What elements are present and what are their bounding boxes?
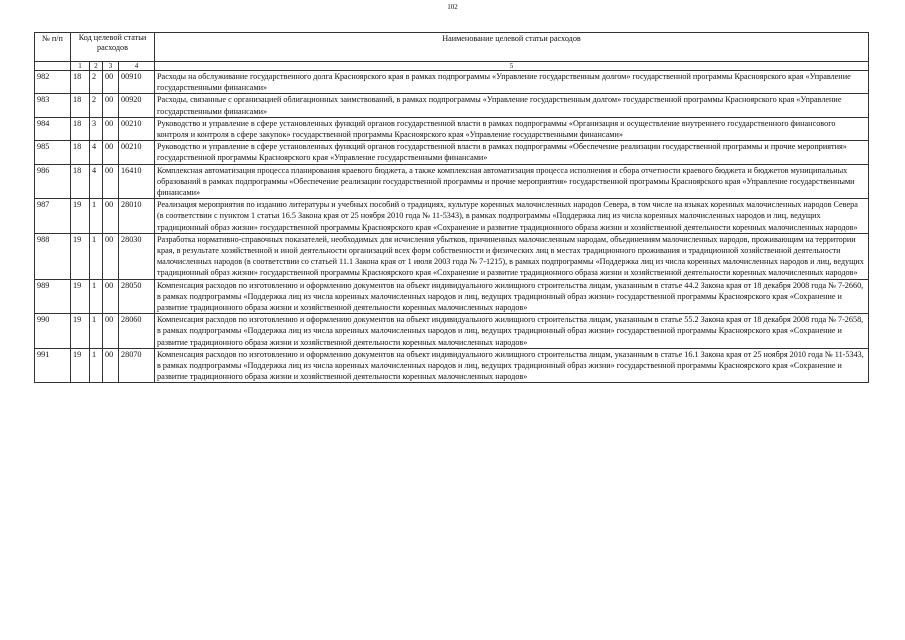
code-part-1: 18 [71,164,90,199]
code-part-3: 00 [103,117,119,140]
code-part-4: 00210 [119,141,155,164]
code-part-2: 1 [90,199,103,234]
row-number: 989 [35,279,71,314]
code-part-2: 3 [90,117,103,140]
code-part-1: 19 [71,279,90,314]
code-part-3: 00 [103,348,119,383]
row-number: 986 [35,164,71,199]
column-index: 2 [90,62,103,71]
code-part-4: 28060 [119,314,155,349]
table-row [35,94,869,117]
code-part-1: 18 [71,141,90,164]
table-row [35,279,869,314]
expense-name: Компенсация расходов по изготовлению и оформлению документов на объект индивидуального жилищного строительства лицам, указанным в статье 55.2 Закона края от 18 декабря 2008 года № 7-2658, в рамках подпрограммы «Поддержка лиц из числа коренных малочисленных народов и лиц, ведущих традиционный образ жизни» государственной программы Красноярского края «Сохранение и развитие традиционного образа жизни и хозяйственной деятельности коренных малочисленных народов» [155,314,869,349]
row-number: 990 [35,314,71,349]
expense-name: Компенсация расходов по изготовлению и оформлению документов на объект индивидуального жилищного строительства лицам, указанным в статье 16.1 Закона края от 25 ноября 2010 года № 11-5343, в рамках подпрограммы «Поддержка лиц из числа коренных малочисленных народов и лиц, ведущих традиционный образ жизни» государственной программы Красноярского края «Сохранение и развитие традиционного образа жизни и хозяйственной деятельности коренных малочисленных народов» [155,348,869,383]
code-part-3: 00 [103,94,119,117]
code-part-1: 18 [71,94,90,117]
table-row [35,141,869,164]
code-part-2: 1 [90,314,103,349]
expense-name: Разработка нормативно-справочных показателей, необходимых для исчисления убытков, причиненных малочисленным народам, объединениям малочисленных народов, проживающим на территории края, в результате хозяйственной и иной деятельности организаций всех форм собственности и физических лиц в местах традиционного проживания и традиционной хозяйственной деятельности малочисленных народов (в соответствии со статьей 11.1 Закона края от 1 июля 2003 года № 7-1215), в рамках подпрограммы «Поддержка лиц из числа коренных малочисленных народов и лиц, ведущих традиционный образ жизни» государственной программы Красноярского края «Сохранение и развитие традиционного образа жизни и хозяйственной деятельности коренных малочисленных народов» [155,233,869,279]
header-number: № п/п [35,33,71,62]
row-number: 987 [35,199,71,234]
row-number: 985 [35,141,71,164]
code-part-4: 28030 [119,233,155,279]
code-part-4: 16410 [119,164,155,199]
header-row [35,33,869,62]
code-part-3: 00 [103,164,119,199]
table-row [35,233,869,279]
code-part-2: 2 [90,71,103,94]
code-part-3: 00 [103,233,119,279]
code-part-3: 00 [103,199,119,234]
code-part-3: 00 [103,314,119,349]
code-part-4: 00920 [119,94,155,117]
expense-name: Компенсация расходов по изготовлению и оформлению документов на объект индивидуального жилищного строительства лицам, указанным в статье 44.2 Закона края от 18 декабря 2008 года № 7-2660, в рамках подпрограммы «Поддержка лиц из числа коренных малочисленных народов и лиц, ведущих традиционный образ жизни» государственной программы Красноярского края «Сохранение и развитие традиционного образа жизни и хозяйственной деятельности коренных малочисленных народов» [155,279,869,314]
expense-name: Расходы, связанные с организацией облигационных заимствований, в рамках подпрограммы «Управление государственным долгом» государственной программы Красноярского края «Управление государственными финансами» [155,94,869,117]
code-part-4: 28070 [119,348,155,383]
table-row [35,117,869,140]
code-part-2: 4 [90,141,103,164]
code-part-1: 18 [71,71,90,94]
code-part-1: 19 [71,233,90,279]
column-index: 4 [119,62,155,71]
code-part-2: 2 [90,94,103,117]
code-part-1: 18 [71,117,90,140]
row-number: 991 [35,348,71,383]
budget-table [34,32,869,383]
code-part-2: 4 [90,164,103,199]
expense-name: Реализация мероприятия по изданию литературы и учебных пособий о традициях, культуре коренных малочисленных народов Севера, в том числе на языках коренных малочисленных народов Севера (в соответствии с пунктом 1 статьи 16.5 Закона края от 25 ноября 2010 года № 11-5343), в рамках подпрограммы «Поддержка лиц из числа коренных малочисленных народов и лиц, ведущих традиционный образ жизни» государственной программы Красноярского края «Сохранение и развитие традиционного образа жизни и хозяйственной деятельности коренных малочисленных народов» [155,199,869,234]
column-index: 5 [155,62,869,71]
row-number: 983 [35,94,71,117]
column-index: 3 [103,62,119,71]
row-number: 988 [35,233,71,279]
row-number: 982 [35,71,71,94]
code-part-1: 19 [71,199,90,234]
code-part-4: 00210 [119,117,155,140]
code-part-4: 28010 [119,199,155,234]
column-index: 1 [71,62,90,71]
expense-name: Руководство и управление в сфере установленных функций органов государственной власти в рамках подпрограммы «Организация и осуществление внутреннего государственного финансового контроля и контроля в сфере закупок» государственной программы Красноярского края «Управление государственными финансами» [155,117,869,140]
code-part-3: 00 [103,71,119,94]
table-row [35,314,869,349]
code-part-2: 1 [90,348,103,383]
code-part-1: 19 [71,314,90,349]
code-part-2: 1 [90,279,103,314]
page-number: 102 [447,3,458,11]
expense-name: Расходы на обслуживание государственного долга Красноярского края в рамках подпрограммы «Управление государственным долгом» государственной программы Красноярского края «Управление государственными финансами» [155,71,869,94]
expense-name: Комплексная автоматизация процесса планирования краевого бюджета, а также комплексная автоматизация процесса исполнения и сбора отчетности краевого бюджета и бюджетов муниципальных образований в рамках подпрограммы «Обеспечение реализации государственной программы и прочие мероприятия» государственной программы Красноярского края «Управление государственными финансами» [155,164,869,199]
header-code: Код целевой статьи расходов [71,33,155,62]
row-number: 984 [35,117,71,140]
code-part-2: 1 [90,233,103,279]
code-part-1: 19 [71,348,90,383]
table-row [35,71,869,94]
column-index-row [35,62,869,71]
code-part-4: 28050 [119,279,155,314]
table-row [35,348,869,383]
table-row [35,164,869,199]
table-row [35,199,869,234]
code-part-3: 00 [103,141,119,164]
code-part-3: 00 [103,279,119,314]
header-name: Наименование целевой статьи расходов [155,33,869,62]
expense-name: Руководство и управление в сфере установленных функций органов государственной власти в рамках подпрограммы «Обеспечение реализации государственной программы и прочие мероприятия» государственной программы Красноярского края «Управление государственными финансами» [155,141,869,164]
code-part-4: 00910 [119,71,155,94]
column-index [35,62,71,71]
